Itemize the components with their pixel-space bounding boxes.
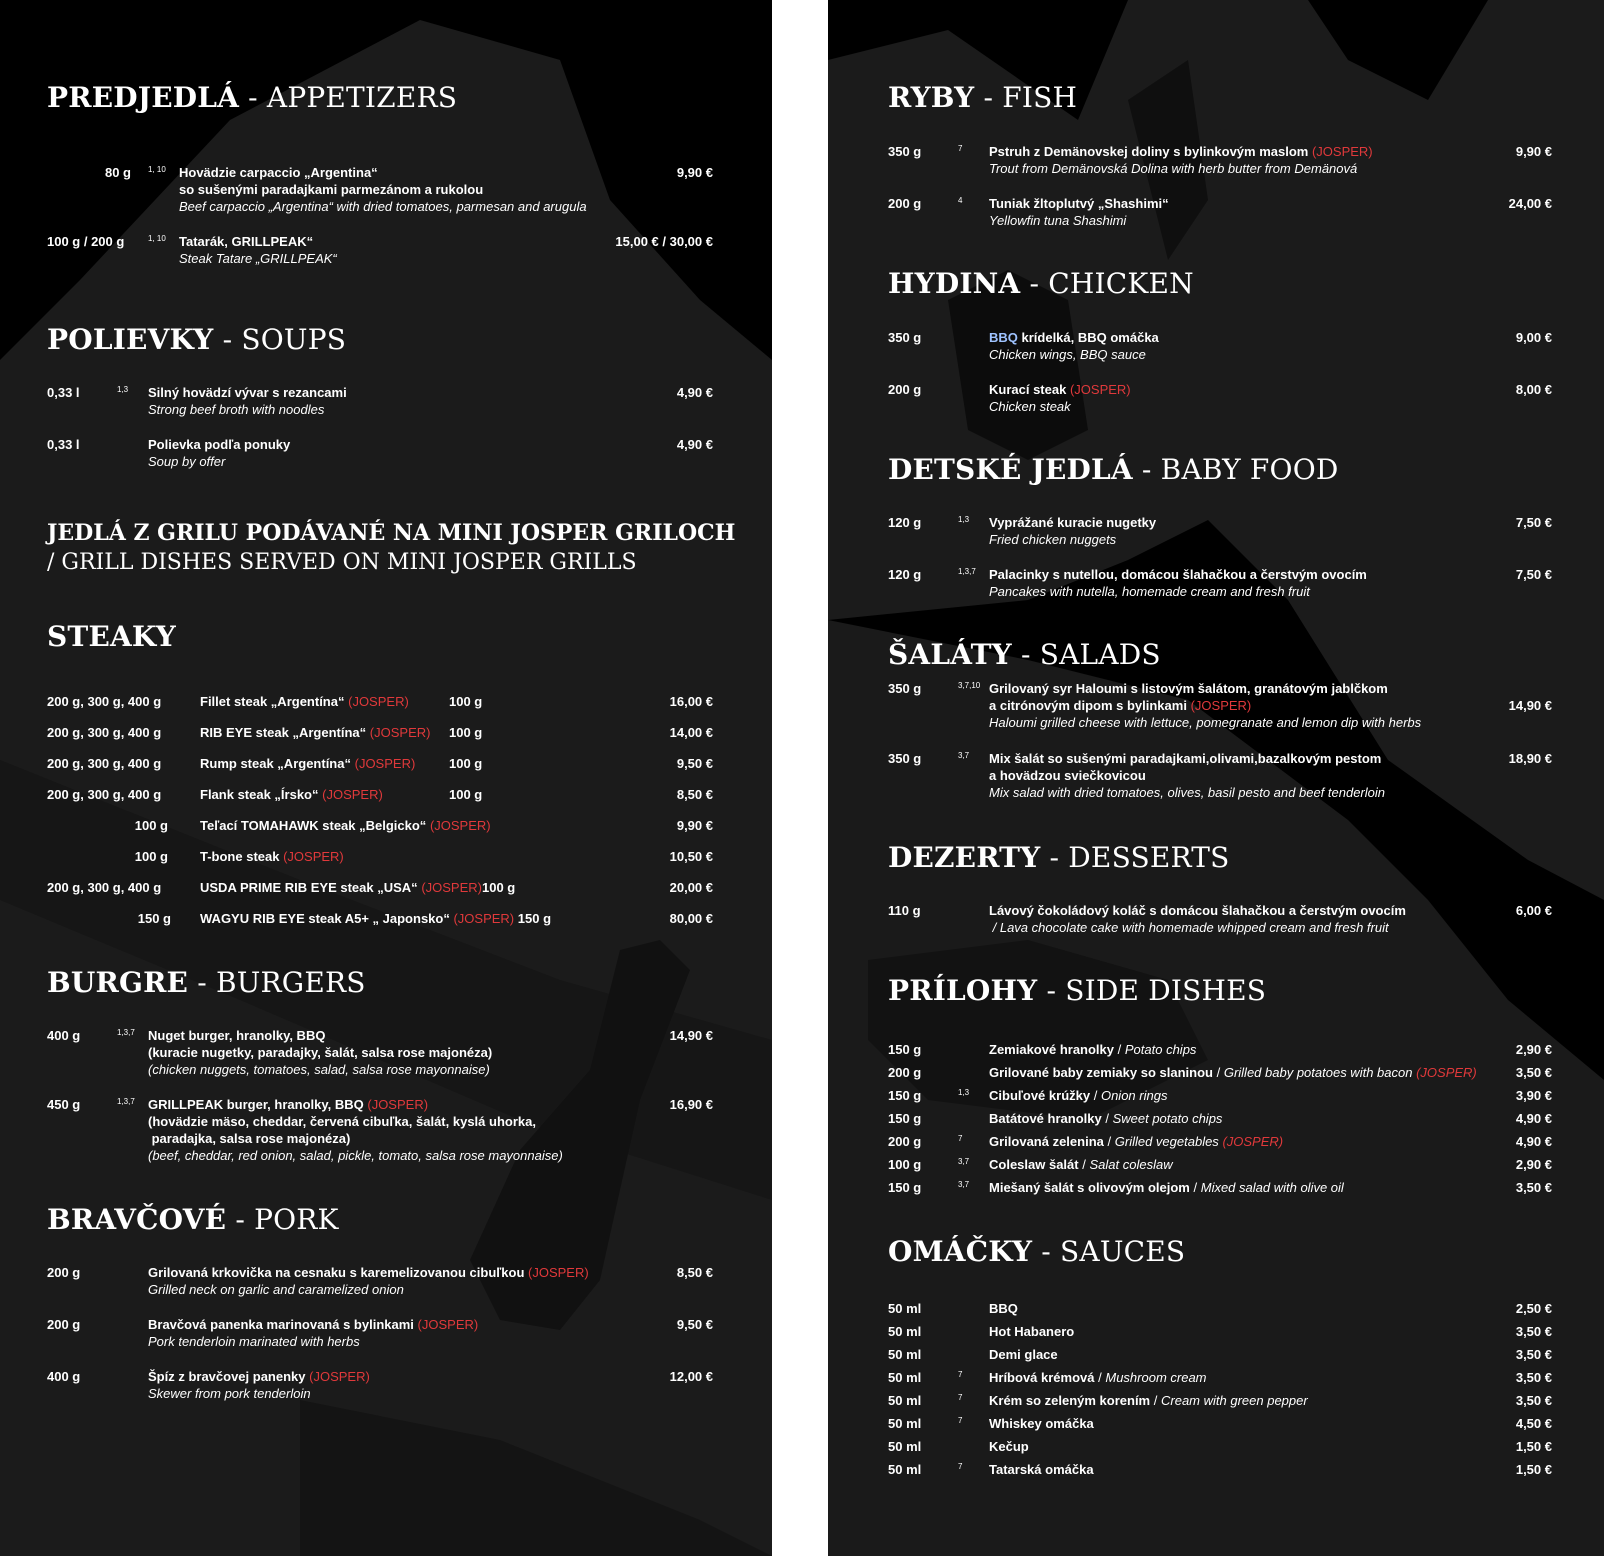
section-title-soups: POLIEVKY - SOUPS (47, 323, 347, 356)
grill-heading-en: / GRILL DISHES SERVED ON MINI JOSPER GRILLS (47, 550, 637, 575)
section-title-salads: ŠALÁTY - SALADS (888, 638, 1161, 671)
menu-page-right: RYBY - FISH 350 g 7 Pstruh z Demänovskej doliny s bylinkovým maslom (JOSPER) Trout from Demänovská Dolina with herb butter from Demänová 9,90 € 200 g 4 Tuniak žltoplutvý „Shashimi“ Yellowfin tuna Shashimi 24,00 € HYDINA - CHICKEN 350 g BBQ krídelká, BBQ omáčka Chicken wings, BBQ sauce 9,00 € 200 g Kurací steak (JOSPER) Chicken steak 8,00 € DETSKÉ JEDLÁ - BABY FOOD 120 g 1,3 Vyprážané kuracie nugetky Fried chicken nuggets 7,50 € 120 g 1,3,7 Palacinky s nutellou, domácou šlahačkou a čerstvým ovocím Pancakes with nutella, homemade cream and fresh fruit 7,50 € ŠALÁTY - SALADS 350 g 3,7,10 Grilovaný syr Haloumi s listovým šalátom, granátovým jablčkom a citrónovým dipom s bylinkami (JOSPER) Haloumi grilled cheese with lettuce, pomegranate and lemon dip with herbs 14,90 € 350 g 3,7 Mix šalát so sušenými paradajkami,olivami,bazalkovým pestom a hovädzou sviečkovicou Mix salad with dried tomatoes, olives, basil pesto and beef tenderloin 18,90 € DEZERTY - DESSERTS 110 g Lávový čokoládový koláč s domácou šlahačkou a čerstvým ovocím / Lava chocolate cake with homemade whipped cream and fresh fruit 6,00 € PRÍLOHY - SIDE DISHES 150 g Zemiakové hranolky / Potato chips 2,90 € 200 g Grilované baby zemiaky so slaninou / Grilled baby potatoes with bacon (JOSPER) 3,50 € 150 g 1,3 Cibuľové krúžky / Onion rings 3,90 € 150 g Batátové hranolky / Sweet potato chips 4,90 € 200 g 7 Grilovaná zelenina / Grilled vegetables (JOSPER) 4,90 € 100 g 3,7 Coleslaw šalát / Salat coleslaw 2,90 € 150 g 3,7 Miešaný šalát s olivovým olejom / Mixed salad with olive oil 3,50 € OMÁČKY - SAUCES 50 ml BBQ 2,50 € 50 ml Hot Habanero 3,50 € 50 ml Demi glace 3,50 € 50 ml 7 Hríbová krémová / Mushroom cream 3,50 € 50 ml 7 Krém so zeleným korením / Cream with green pepper 3,50 € 50 ml 7 Whiskey omáčka 4,50 € 50 ml Kečup 1,50 € 50 ml 7 Tatarská omáčka 1,50 € (828, 0, 1604, 1556)
section-title-sides: PRÍLOHY - SIDE DISHES (888, 974, 1267, 1007)
menu-page-left: PREDJEDLÁ - APPETIZERS 80 g 1, 10 Hovädzie carpaccio „Argentina“ so sušenými paradajkami parmezánom a rukolou Beef carpaccio „Argentina“ with dried tomatoes, parmesan and arugula 9,90 € 100 g / 200 g 1, 10 Tatarák, GRILLPEAK“ Steak Tatare „GRILLPEAK“ 15,00 € / 30,00 € POLIEVKY - SOUPS 0,33 l 1,3 Silný hovädzí vývar s rezancami Strong beef broth with noodles 4,90 € 0,33 l Polievka podľa ponuky Soup by offer 4,90 € JEDLÁ Z GRILU PODÁVANÉ NA MINI JOSPER GRILOCH / GRILL DISHES SERVED ON MINI JOSPER GRILLS STEAKY 200 g, 300 g, 400 g Fillet steak „Argentína“ (JOSPER) 100 g 16,00 € 200 g, 300 g, 400 g RIB EYE steak „Argentína“ (JOSPER) 100 g 14,00 € 200 g, 300 g, 400 g Rump steak „Argentína“ (JOSPER) 100 g 9,50 € 200 g, 300 g, 400 g Flank steak „Írsko“ (JOSPER) 100 g 8,50 € 100 g Teľací TOMAHAWK steak „Belgicko“ (JOSPER) 9,90 € 100 g T-bone steak (JOSPER) 10,50 € 200 g, 300 g, 400 g USDA PRIME RIB EYE steak „USA“ (JOSPER)100 g 20,00 € 150 g WAGYU RIB EYE steak A5+ „ Japonsko“ (JOSPER) 150 g 80,00 € BURGRE - BURGERS 400 g 1,3,7 Nuget burger, hranolky, BBQ (kuracie nugetky, paradajky, šalát, salsa rose majonéza) (chicken nuggets, tomatoes, salad, salsa rose mayonnaise) 14,90 € 450 g 1,3,7 GRILLPEAK burger, hranolky, BBQ (JOSPER) (hovädzie mäso, cheddar, červená cibuľka, šalát, kyslá uhorka, paradajka, salsa rose majonéza) (beef, cheddar, red onion, salad, pickle, tomato, salsa rose mayonnaise) 16,90 € BRAVČOVÉ - PORK 200 g Grilovaná krkovička na cesnaku s karemelizovanou cibuľkou (JOSPER) Grilled neck on garlic and caramelized onion 8,50 € 200 g Bravčová panenka marinovaná s bylinkami (JOSPER) Pork tenderloin marinated with herbs 9,50 € 400 g Špíz z bravčovej panenky (JOSPER) Skewer from pork tenderloin 12,00 € (0, 0, 772, 1556)
section-title-sauces: OMÁČKY - SAUCES (888, 1235, 1186, 1268)
section-title-chicken: HYDINA - CHICKEN (888, 267, 1194, 300)
section-title-appetizers: PREDJEDLÁ - APPETIZERS (47, 81, 458, 114)
section-title-kids: DETSKÉ JEDLÁ - BABY FOOD (888, 453, 1339, 486)
section-title-desserts: DEZERTY - DESSERTS (888, 841, 1230, 874)
section-title-fish: RYBY - FISH (888, 81, 1078, 114)
grill-heading-sk: JEDLÁ Z GRILU PODÁVANÉ NA MINI JOSPER GRILOCH (47, 520, 736, 546)
section-title-burgers: BURGRE - BURGERS (47, 966, 366, 999)
section-title-pork: BRAVČOVÉ - PORK (47, 1203, 339, 1236)
section-title-steaks: STEAKY (47, 620, 176, 653)
